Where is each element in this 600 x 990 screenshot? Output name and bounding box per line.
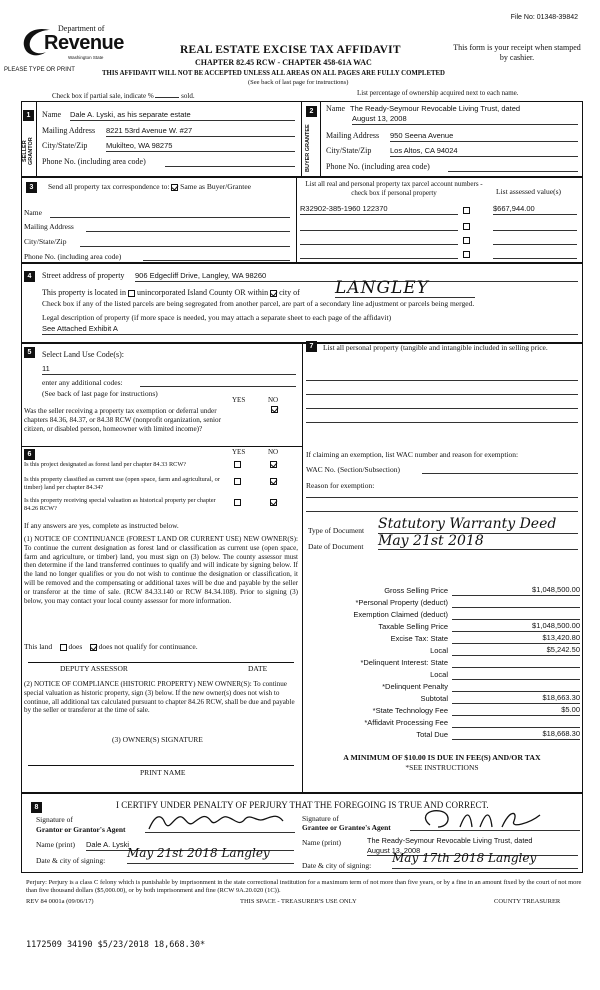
seller-city-field[interactable]: Mukilteo, WA 98275 [106, 141, 295, 152]
legal-desc-field[interactable]: See Attached Exhibit A [42, 324, 578, 335]
street-address-field[interactable]: 906 Edgecliff Drive, Langley, WA 98260 [135, 271, 578, 282]
seller-name-label: Name [42, 110, 62, 119]
current-use-question: Is this property classified as current use (open space, farm and agricultural, or timber) land per chapter 84.34? [24, 476, 220, 491]
buyer-addr-label: Mailing Address [326, 131, 380, 140]
fee-value-penalty[interactable] [452, 681, 580, 692]
sold-label: sold. [181, 92, 195, 100]
personal-property-line-3 [306, 408, 578, 409]
fee-label-taxable: Taxable Selling Price [378, 622, 448, 631]
assessed-value-4[interactable] [493, 258, 577, 259]
historic-no-checkbox[interactable] [270, 499, 277, 506]
receipt-stamp: 1172509 34190 $5/23/2018 18,668.30* [26, 940, 206, 950]
parcel-4-personal-checkbox[interactable] [463, 251, 470, 258]
unincorporated-checkbox[interactable] [128, 290, 135, 297]
logo-state: Washington State [68, 55, 104, 60]
owner-signature-label: (3) OWNER(S) SIGNATURE [112, 735, 203, 744]
grantee-name-field[interactable]: The Ready-Seymour Revocable Living Trust, dated [367, 836, 533, 845]
assessed-value-2[interactable] [493, 230, 577, 231]
forest-land-question: Is this project designated as forest land per chapter 84.33 RCW? [24, 461, 187, 468]
tax-correspondence-row [48, 182, 251, 191]
land-use-code-field[interactable]: 11 [42, 364, 296, 375]
forest-yes-checkbox[interactable] [234, 461, 241, 468]
reason-line-1[interactable] [306, 497, 578, 498]
parcel-3-personal-checkbox[interactable] [463, 237, 470, 244]
fee-value-personal[interactable] [452, 597, 580, 608]
print-name-label: PRINT NAME [140, 768, 186, 777]
grantor-date-label: Date & city of signing: [36, 856, 106, 865]
grantor-signature-field[interactable] [145, 809, 295, 833]
buyer-address-field[interactable]: 950 Seena Avenue [390, 131, 578, 142]
treasurer-space: THIS SPACE - TREASURER'S USE ONLY [240, 898, 357, 905]
corr-addr-label: Mailing Address [24, 222, 74, 231]
fee-label-penalty: *Delinquent Penalty [382, 682, 448, 691]
grantor-name-field[interactable]: Dale A. Lyski [86, 840, 294, 851]
claiming-exemption-label: If claiming an exemption, list WAC number and reason for exemption: [306, 450, 519, 459]
fee-label-exemption: Exemption Claimed (deduct) [353, 610, 448, 619]
receipt-note: This form is your receipt when stamped by cashier. [453, 43, 581, 62]
form-subtitle: CHAPTER 82.45 RCW - CHAPTER 458-61A WAC [195, 58, 372, 67]
seller-addr-label: Mailing Address [42, 126, 96, 135]
section-2-number: 2 [306, 106, 317, 117]
fee-value-exemption[interactable] [452, 609, 580, 620]
seller-address-field[interactable]: 8221 53rd Avenue W. #27 [106, 126, 295, 137]
notice-continuance: (1) NOTICE OF CONTINUANCE (FOREST LAND OR CURRENT USE) NEW OWNER(S): To continue the current designation as forest land or classification as current use (open space, farm and agriculture, or timber) land, you must sign on (3) below. The county assessor must then determine if the land transferred continues to qualify and will indicate by signing below. If the land no longer qualifies or you do not wish to continue the designation or classification, it will be removed and the compensating or additional taxes will be due and payable by the seller or transferor at the time of sale. (RCW 84.33.140 or RCW 84.34.108). Prior to signing (3) below, you may contact your local county assessor for more information. [24, 535, 298, 605]
section-3-number: 3 [26, 182, 37, 193]
section-1-number: 1 [23, 110, 34, 121]
city-of-label: city of [279, 288, 300, 297]
same-as-buyer-checkbox[interactable] [171, 184, 178, 191]
parcel-number-1[interactable]: R32902-385-1960 122370 [300, 204, 458, 215]
parcel-2-personal-checkbox[interactable] [463, 223, 470, 230]
buyer-name-field[interactable]: The Ready-Seymour Revocable Living Trust, dated [350, 104, 521, 113]
location-row [42, 288, 300, 297]
exemption-no-checkbox[interactable] [271, 406, 278, 413]
personal-property-line-1 [306, 380, 578, 381]
corr-name-label: Name [24, 208, 42, 217]
grantee-sig-label: Signature of [302, 814, 339, 823]
county-treasurer: COUNTY TREASURER [494, 898, 561, 905]
land-qualify-row [24, 642, 198, 651]
city-field[interactable]: LANGLEY [335, 278, 475, 298]
does-label: does [68, 642, 83, 651]
grantee-name-label: Name (print) [302, 838, 341, 847]
partial-sale-row [52, 92, 195, 100]
doc-type-field[interactable]: Statutory Warranty Deed [378, 516, 578, 534]
does-not-checkbox[interactable] [90, 644, 97, 651]
doc-type-label: Type of Document [308, 526, 365, 535]
does-checkbox[interactable] [60, 644, 67, 651]
buyer-phone-label: Phone No. (including area code) [326, 162, 430, 171]
s5-yes-header: YES [232, 396, 246, 404]
parcel-number-3[interactable] [300, 244, 458, 245]
notice-compliance: (2) NOTICE OF COMPLIANCE (HISTORIC PROPERTY) NEW OWNER(S): To continue special valuation as historic property, sign (3) below. If the new owner(s) does not wish to continue, all additional tax calculated pursuant to chapter 84.26 RCW, shall be due and payable by the seller or transferor at the time of sale. [24, 680, 295, 715]
fee-label-technology: *State Technology Fee [372, 706, 448, 715]
segregated-row [42, 299, 474, 308]
legal-desc-label: Legal description of property (if more space is needed, you may attach a separate sheet to each page of the affidavit) [42, 313, 392, 322]
seller-phone-field[interactable] [165, 157, 295, 167]
parcel-number-4[interactable] [300, 258, 458, 259]
fee-label-excise-state: Excise Tax: State [390, 634, 448, 643]
fee-value-interest-local[interactable] [452, 669, 580, 680]
fee-label-excise-local: Local [430, 646, 448, 655]
fee-label-personal: *Personal Property (deduct) [355, 598, 448, 607]
forest-no-checkbox[interactable] [270, 461, 277, 468]
buyer-side-label: BUYER GRANTEE [305, 124, 311, 172]
fee-label-interest-state: *Delinquent Interest: State [360, 658, 448, 667]
segregated-label: Check box if any of the listed parcels are being segregated from another parcel, are part of a secondary line adjustment or parcels being merged. [42, 299, 475, 308]
corr-city-label: City/State/Zip [24, 237, 67, 246]
personal-property-line-2 [306, 394, 578, 395]
section-4-number: 4 [24, 271, 35, 282]
wac-label: WAC No. (Section/Subsection) [306, 465, 400, 474]
land-use-label: Select Land Use Code(s): [42, 350, 124, 359]
ownership-pct-label: List percentage of ownership acquired next to each name. [357, 89, 519, 97]
located-label: This property is located in [42, 288, 126, 297]
grantor-sig-label: Signature of [36, 815, 73, 824]
seller-side-label: SELLER GRANTOR [22, 137, 34, 165]
assessed-header: List assessed value(s) [496, 187, 561, 196]
owner-signature-line[interactable] [28, 765, 294, 766]
historic-yes-checkbox[interactable] [234, 499, 241, 506]
buyer-phone-field[interactable] [448, 162, 578, 172]
fee-value-excise-local[interactable]: $5,242.50 [452, 645, 580, 656]
fee-value-processing[interactable] [452, 717, 580, 728]
grantee-agent-label: Grantee or Grantee's Agent [302, 823, 391, 832]
grantee-date-field[interactable]: May 17th 2018 Langley [392, 851, 578, 869]
buyer-city-field[interactable]: Los Altos, CA 94024 [390, 146, 578, 157]
this-land-label: This land [24, 642, 53, 651]
warning-text: THIS AFFIDAVIT WILL NOT BE ACCEPTED UNLESS ALL AREAS ON ALL PAGES ARE FULLY COMPLETED [102, 70, 445, 77]
buyer-city-label: City/State/Zip [326, 146, 372, 155]
see-instructions: *SEE INSTRUCTIONS [405, 763, 479, 772]
grantee-name-line2: August 13, 2008 [367, 846, 578, 856]
exemption-question: Was the seller receiving a property tax exemption or deferral under chapters 84.36, 84.37, or 84.38 RCW (nonprofit organization, senior citizen, or disabled person, homeowner with limited income)? [24, 407, 221, 433]
grantee-signature-field[interactable] [410, 807, 580, 831]
logo-dept: Department of [58, 24, 105, 33]
does-not-label: does not [98, 642, 124, 651]
grantor-date-field[interactable]: May 21st 2018 Langley [127, 846, 294, 864]
seller-phone-label: Phone No. (including area code) [42, 157, 146, 166]
fee-label-total: Total Due [416, 730, 448, 739]
fee-value-subtotal[interactable]: $18,663.30 [452, 693, 580, 704]
form-title: REAL ESTATE EXCISE TAX AFFIDAVIT [180, 44, 401, 56]
corr-phone-field[interactable] [143, 260, 290, 261]
corr-city-field[interactable] [80, 246, 290, 247]
additional-codes-field[interactable] [140, 386, 296, 387]
same-as-buyer-label: Same as Buyer/Grantee [180, 182, 251, 191]
corr-addr-field[interactable] [86, 231, 290, 232]
file-number: File No: 01348-39842 [510, 14, 578, 21]
section-5-number: 5 [24, 347, 35, 358]
partial-sale-label: Check box if partial sale, indicate % [52, 92, 154, 100]
fee-label-processing: *Affidavit Processing Fee [364, 718, 448, 727]
tax-correspondence-label: Send all property tax correspondence to: [48, 182, 170, 191]
historic-question: Is this property receiving special valuation as historical property per chapter 84.26 RCW? [24, 497, 216, 512]
corr-phone-label: Phone No. (including area code) [24, 252, 122, 261]
fee-value-taxable[interactable]: $1,048,500.00 [452, 621, 580, 632]
reason-line-2[interactable] [306, 511, 578, 512]
section-7-number: 7 [306, 341, 317, 352]
please-type: PLEASE TYPE OR PRINT [4, 67, 75, 73]
section-8-number: 8 [31, 802, 42, 813]
doc-date-label: Date of Document [308, 542, 364, 551]
perjury-notice: Perjury: Perjury is a class C felony which is punishable by imprisonment in the state correctional institution for a maximum term of not more than five years, or by a fine in an amount fixed by the court of not more than five thousand dollars ($5,000.00), or by both imprisonment and fine (RCW 9A.20.020 (1C)). [26, 879, 582, 894]
fee-label-interest-local: Local [430, 670, 448, 679]
grantor-agent-label: Grantor or Grantor's Agent [36, 825, 126, 834]
dor-logo [20, 24, 130, 66]
logo-name: Revenue [44, 32, 124, 54]
parcel-header: List all real and personal property tax parcel account numbers - check box if personal property [305, 180, 483, 197]
grantor-signature-icon [145, 809, 295, 833]
deputy-signature-line[interactable] [28, 662, 294, 663]
s5-no-header: NO [268, 396, 279, 404]
fee-value-interest-state[interactable] [452, 657, 580, 668]
see-back-label: (See back of last page for instructions) [42, 389, 158, 398]
qualify-label: qualify for continuance. [125, 642, 198, 651]
grantee-date-label: Date & city of signing: [302, 861, 372, 870]
grantor-name-label: Name (print) [36, 840, 75, 849]
personal-property-line-4 [306, 422, 578, 423]
fee-label-subtotal: Subtotal [420, 694, 448, 703]
assessed-value-1[interactable]: $667,944.00 [493, 204, 577, 215]
instructions-note: (See back of last page for instructions) [248, 79, 349, 86]
personal-property-label: List all personal property (tangible and intangible included in selling price. [323, 343, 548, 352]
city-checkbox[interactable] [270, 290, 277, 297]
parcel-1-personal-checkbox[interactable] [463, 207, 470, 214]
deputy-date-label: DATE [248, 664, 268, 673]
parcel-number-2[interactable] [300, 230, 458, 231]
wac-field[interactable] [422, 473, 578, 474]
section-6-number: 6 [24, 449, 35, 460]
rev-number: REV 84 0001a (09/06/17) [26, 898, 94, 905]
seller-name-field[interactable]: Dale A. Lyski, as his separate estate [70, 110, 295, 121]
current-use-no-checkbox[interactable] [270, 478, 277, 485]
s6-yes-header: YES [232, 448, 246, 456]
buyer-name-label: Name [326, 104, 346, 113]
fee-value-excise-state[interactable]: $13,420.80 [452, 633, 580, 644]
fee-label-gross: Gross Selling Price [384, 586, 448, 595]
s6-no-header: NO [268, 448, 279, 456]
additional-codes-label: enter any additional codes: [42, 378, 123, 387]
fee-value-total[interactable]: $18,668.30 [452, 729, 580, 740]
if-yes-note: If any answers are yes, complete as instructed below. [24, 521, 179, 530]
grantee-signature-icon [410, 807, 580, 831]
minimum-fee-note: A MINIMUM OF $10.00 IS DUE IN FEE(S) AND/OR TAX [343, 753, 541, 762]
fee-value-technology[interactable]: $5.00 [452, 705, 580, 716]
seller-city-label: City/State/Zip [42, 141, 88, 150]
assessed-value-3[interactable] [493, 244, 577, 245]
certify-statement: I CERTIFY UNDER PENALTY OF PERJURY THAT THE FOREGOING IS TRUE AND CORRECT. [116, 800, 489, 810]
doc-date-field[interactable]: May 21st 2018 [378, 533, 578, 550]
street-label: Street address of property [42, 271, 125, 280]
unincorporated-label: unincorporated Island County OR within [136, 288, 269, 297]
deputy-assessor-label: DEPUTY ASSESSOR [60, 664, 128, 673]
buyer-name-line2: August 13, 2008 [352, 114, 578, 125]
reason-label: Reason for exemption: [306, 481, 375, 490]
current-use-yes-checkbox[interactable] [234, 478, 241, 485]
fee-value-gross[interactable]: $1,048,500.00 [452, 585, 580, 596]
corr-name-field[interactable] [50, 217, 290, 218]
